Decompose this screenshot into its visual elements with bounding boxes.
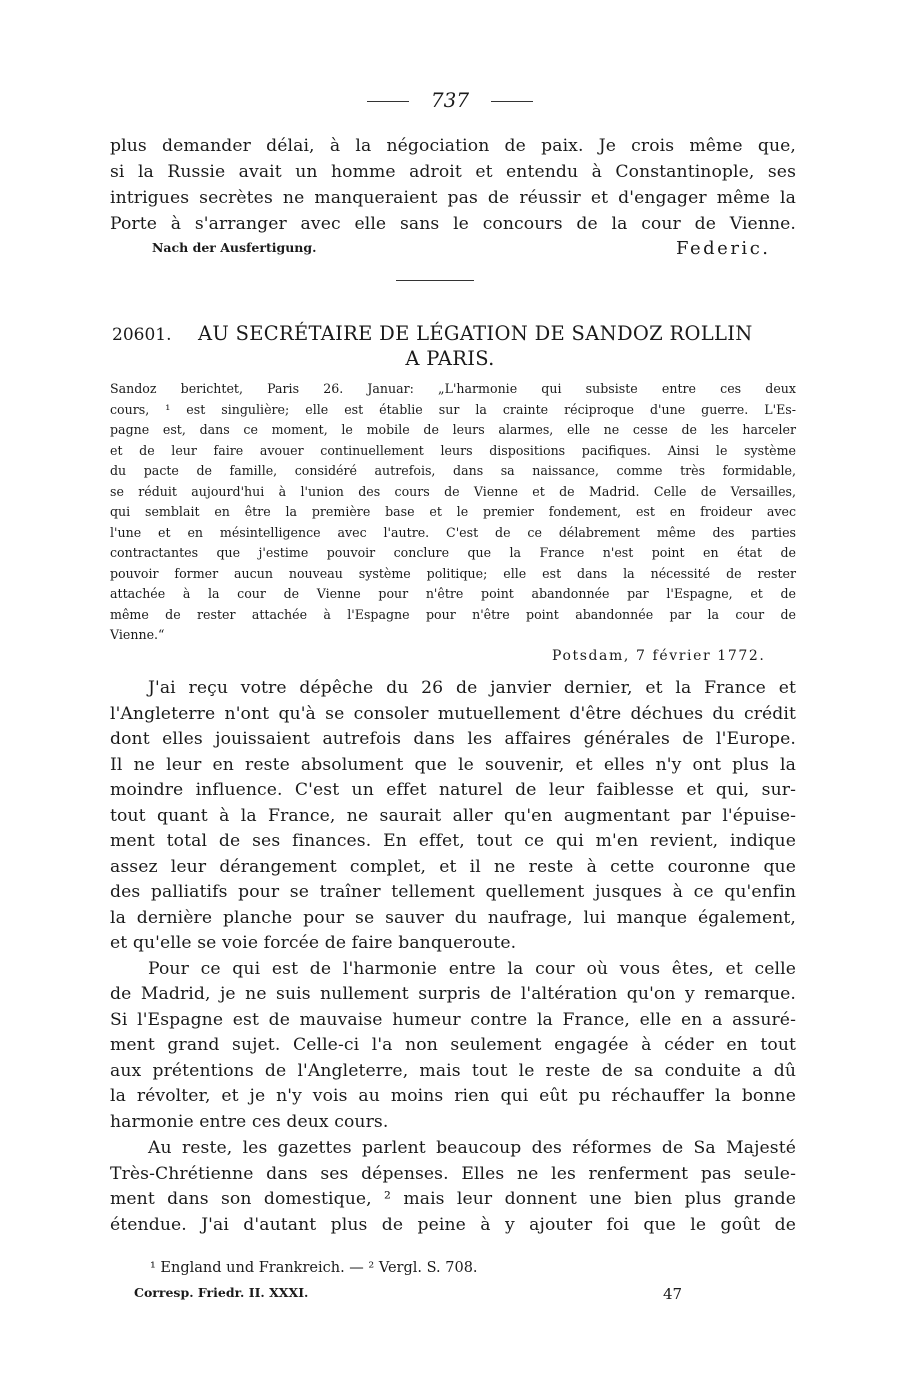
top-line: Porte à s'arranger avec elle sans le concours de la cour de Vienne. [110, 214, 796, 234]
letter-number: 20601. [112, 325, 172, 345]
footnote: ¹ England und Frankreich. — ² Vergl. S. 708. [150, 1260, 478, 1276]
top-line: plus demander délai, à la négociation de paix. Je crois même que, [110, 136, 796, 156]
summary-line: Sandoz berichtet, Paris 26. Januar: „L'harmonie qui subsiste entre ces deux [110, 381, 796, 396]
body-line: des palliatifs pour se traîner tellement quellement jusques à ce qu'enfin [110, 882, 796, 902]
body-line: l'Angleterre n'ont qu'à se consoler mutuellement d'être déchues du crédit [110, 703, 796, 724]
summary-line: se réduit aujourd'hui à l'union des cours de Vienne et de Madrid. Celle de Versailles, [110, 483, 796, 499]
summary-line: cours, ¹ est singulière; elle est établie sur la crainte réciproque d'une guerre. L'Es- [110, 401, 796, 417]
body-line: ment total de ses finances. En effet, tout ce qui m'en revient, indique [110, 831, 796, 851]
body-line: ment grand sujet. Celle-ci l'a non seulement engagée à céder en tout [110, 1035, 796, 1055]
summary-line: contractantes que j'estime pouvoir conclure que la France n'est point en état de [110, 545, 796, 560]
summary-line: du pacte de famille, considéré autrefois, dans sa naissance, comme très formidable, [110, 463, 796, 478]
body-line: la dernière planche pour se sauver du naufrage, lui manque également, [110, 907, 796, 928]
page-header [0, 88, 900, 112]
summary-line: et de leur faire avouer continuellement leurs dispositions pacifiques. Ainsi le système [110, 442, 796, 458]
body-line: aux prétentions de l'Angleterre, mais tout le reste de sa conduite a dû [110, 1060, 796, 1081]
top-line: si la Russie avait un homme adroit et entendu à Constantinople, ses [110, 162, 796, 182]
body-line: Il ne leur en reste absolument que le souvenir, et elles n'y ont plus la [110, 754, 796, 775]
summary-line: qui semblait en être la première base et le premier fondement, est en froideur avec [110, 504, 796, 519]
summary-line: attachée à la cour de Vienne pour n'être point abandonnée par l'Espagne, et de [110, 586, 796, 601]
body-line: Au reste, les gazettes parlent beaucoup des réformes de Sa Majesté [148, 1138, 796, 1158]
signature: Federic. [676, 238, 771, 259]
letter-heading-line2: A PARIS. [405, 347, 495, 370]
summary-line: pouvoir former aucun nouveau système politique; elle est dans la nécessité de rester [110, 565, 796, 581]
top-line: intrigues secrètes ne manqueraient pas de réussir et d'engager même la [110, 188, 796, 208]
body-line: étendue. J'ai d'autant plus de peine à y ajouter foi que le goût de [110, 1214, 796, 1235]
body-line: moindre influence. C'est un effet naturel de leur faiblesse et qui, sur- [110, 780, 796, 800]
footer-series: Corresp. Friedr. II. XXXI. [134, 1285, 309, 1300]
body-line: Pour ce qui est de l'harmonie entre la cour où vous êtes, et celle [148, 958, 796, 979]
page-number: 737 [430, 88, 470, 112]
header-rule-right [491, 101, 533, 102]
summary-line: l'une et en mésintelligence avec l'autre. C'est de ce délabrement même des parties [110, 524, 796, 540]
summary-line: Vienne.“ [110, 627, 165, 642]
signature-mark: 47 [663, 1285, 683, 1303]
body-line: et qu'elle se voie forcée de faire banqueroute. [110, 933, 517, 953]
body-line: Très-Chrétienne dans ses dépenses. Elles ne les renferment pas seule- [110, 1163, 796, 1184]
body-line: de Madrid, je ne suis nullement surpris de l'altération qu'on y remarque. [110, 984, 796, 1004]
body-line: la révolter, et je n'y vois au moins rien qui eût pu réchauffer la bonne [110, 1086, 796, 1106]
header-rule-left [367, 101, 409, 102]
body-line: Si l'Espagne est de mauvaise humeur contre la France, elle en a assuré- [110, 1009, 796, 1030]
summary-line: pagne est, dans ce moment, le mobile de leurs alarmes, elle ne cesse de les harceler [110, 422, 796, 437]
section-separator [396, 280, 474, 281]
body-line: dont elles jouissaient autrefois dans les affaires générales de l'Europe. [110, 729, 796, 749]
body-line: ment dans son domestique, ² mais leur donnent une bien plus grande [110, 1189, 796, 1209]
date-line: Potsdam, 7 février 1772. [552, 648, 766, 664]
letter-heading: AU SECRÉTAIRE DE LÉGATION DE SANDOZ ROLLIN [198, 322, 753, 345]
summary-line: même de rester attachée à l'Espagne pour n'être point abandonnée par la cour de [110, 606, 796, 622]
body-line: assez leur dérangement complet, et il ne reste à cette couronne que [110, 856, 796, 877]
source-note: Nach der Ausfertigung. [152, 240, 317, 255]
body-line: tout quant à la France, ne saurait aller qu'en augmentant par l'épuise- [110, 805, 796, 826]
body-line: J'ai reçu votre dépêche du 26 de janvier dernier, et la France et [148, 678, 796, 698]
body-line: harmonie entre ces deux cours. [110, 1111, 389, 1132]
